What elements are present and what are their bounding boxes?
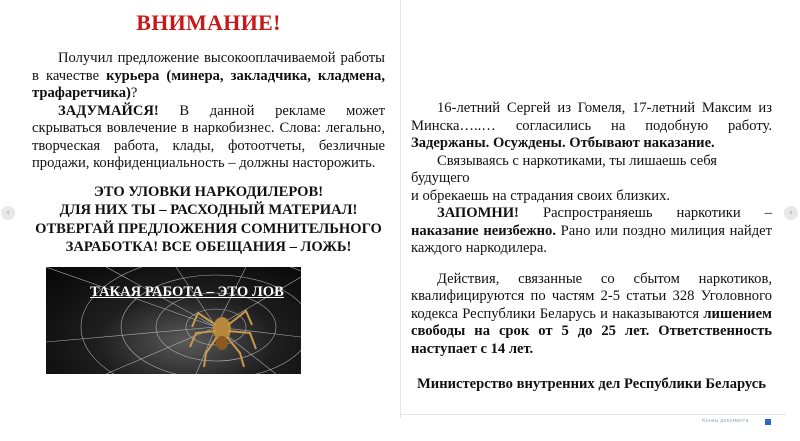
punishment-inevitable: наказание неизбежно. bbox=[411, 222, 556, 239]
offer-paragraph bbox=[32, 50, 385, 103]
caps-warning-block bbox=[32, 183, 385, 257]
remember-callout: ЗАПОМНИ! bbox=[437, 205, 519, 221]
remember-end: Рано или поздно милиция найдет каждого наркодилера. bbox=[411, 222, 772, 256]
warning-paragraph bbox=[32, 103, 385, 173]
footer-square-icon bbox=[765, 419, 771, 425]
page-title: ВНИМАНИЕ! bbox=[136, 10, 281, 35]
remember-text: Распространяешь наркотики – bbox=[518, 205, 772, 221]
end-of-document-label: Конец документа bbox=[702, 418, 749, 424]
ministry-signature: Министерство внутренних дел Республики Беларусь bbox=[417, 376, 766, 392]
right-page bbox=[401, 0, 786, 418]
law-paragraph bbox=[411, 271, 772, 359]
spider-icon bbox=[190, 311, 256, 367]
think-callout: ЗАДУМАЙСЯ! bbox=[58, 102, 159, 119]
warning-text: В данной рекламе может скрываться вовлечение в наркобизнес. Слова: легально, творческая работа, клады, фотоотчеты, безличные продажи, конфиденциальность – должны насторожить. bbox=[32, 102, 385, 171]
image-caption: ТАКАЯ РАБОТА – ЭТО ЛОВ bbox=[90, 283, 284, 300]
next-page-button[interactable]: › bbox=[784, 206, 798, 220]
future-line: Связываясь с наркотиками, ты лишаешь себя будущего bbox=[411, 152, 717, 186]
caps-line-tricks: ЭТО УЛОВКИ НАРКОДИЛЕРОВ! bbox=[93, 183, 324, 200]
caps-line-reject: ОТВЕРГАЙ ПРЕДЛОЖЕНИЯ СОМНИТЕЛЬНОГО ЗАРАБОТКА! ВСЕ ОБЕЩАНИЯ – ЛОЖЬ! bbox=[35, 220, 382, 255]
example-text: 16-летний Сергей из Гомеля, 17-летний Максим из Минска…..… согласились на подобную работу. bbox=[411, 100, 772, 134]
remember-paragraph bbox=[411, 205, 772, 258]
family-line: и обрекаешь на страдания своих близких. bbox=[411, 187, 671, 204]
offer-text: Получил предложение высокооплачиваемой работы в качестве bbox=[32, 50, 385, 84]
spider-web-image bbox=[46, 267, 301, 374]
example-outcome: Задержаны. Осуждены. Отбывают наказание. bbox=[411, 135, 715, 151]
caps-line-material: ДЛЯ НИХ ТЫ – РАСХОДНЫЙ МАТЕРИАЛ! bbox=[59, 202, 358, 218]
example-paragraph bbox=[411, 100, 772, 153]
prev-page-button[interactable]: ‹ bbox=[1, 206, 15, 220]
footer-divider bbox=[401, 414, 786, 415]
offer-question: ? bbox=[130, 85, 138, 101]
law-text: Действия, связанные со сбытом наркотиков, квалифицируются по частям 2-5 статьи 328 Уголовного кодекса Республики Беларусь и наказываются bbox=[411, 270, 772, 322]
left-page bbox=[14, 0, 399, 418]
offer-roles: курьера (минера, закладчика, кладмена, трафаретчика) bbox=[32, 67, 385, 101]
law-penalty: лишением свободы на срок от 5 до 25 лет. Ответственность наступает с 14 лет. bbox=[411, 305, 772, 357]
